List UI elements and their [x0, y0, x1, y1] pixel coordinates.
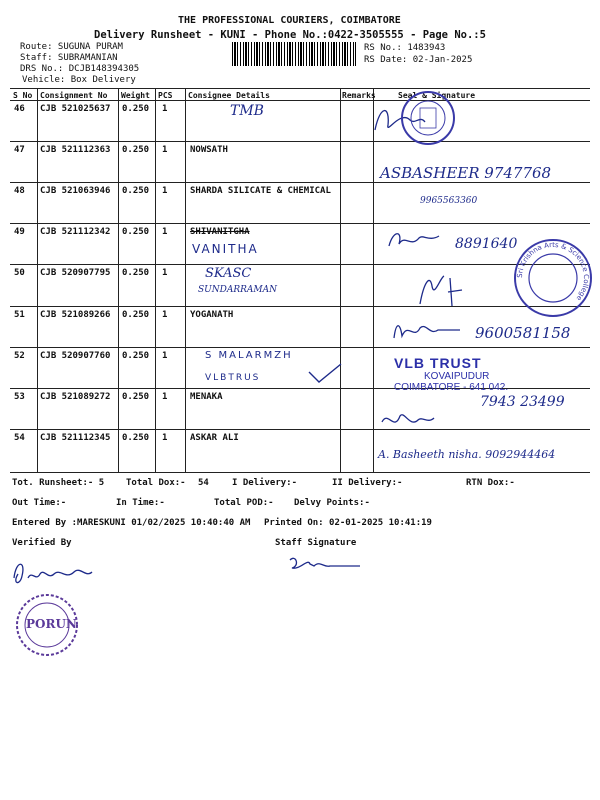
handwritten-r51-phone: 9600581158: [475, 324, 571, 342]
row-consignee: SHIVANITGHA: [190, 227, 250, 237]
row-consignee: SHARDA SILICATE & CHEMICAL: [190, 186, 331, 196]
col-header-pcs: PCS: [158, 91, 173, 100]
printed-on: Printed On: 02-01-2025 10:41:19: [264, 518, 432, 528]
rs-no-label: RS No.: 1483943: [364, 43, 446, 53]
row-consignment: CJB 521089272: [40, 392, 111, 402]
row-sno: 50: [14, 268, 25, 278]
row-weight: 0.250: [122, 310, 150, 320]
porun-text: PORUN: [26, 617, 77, 631]
row-pcs: 1: [162, 227, 168, 237]
entered-by: Entered By :MARESKUNI 01/02/2025 10:40:40 AM: [12, 518, 251, 528]
signature-scribble: [390, 318, 470, 344]
row-consignment: CJB 521112363: [40, 145, 111, 155]
col-header-seal: Seal & Signature: [398, 91, 476, 100]
page-title: THE PROFESSIONAL COURIERS, COIMBATORE: [178, 15, 401, 26]
row-consignee: ASKAR ALI: [190, 433, 239, 443]
vlb-trust-city: COIMBATORE - 641 042.: [394, 382, 509, 393]
route-label: Route: SUGUNA PURAM: [20, 42, 123, 52]
row-weight: 0.250: [122, 433, 150, 443]
row-weight: 0.250: [122, 392, 150, 402]
row-sno: 52: [14, 351, 25, 361]
row-weight: 0.250: [122, 145, 150, 155]
handwritten-consignee: VANITHA: [192, 242, 259, 256]
vlb-trust-place: KOVAIPUDUR: [424, 371, 490, 382]
handwritten-consignee-2: VLBTRUS: [205, 373, 261, 383]
staff-signature: [286, 552, 366, 576]
row-weight: 0.250: [122, 104, 150, 114]
row-consignment: CJB 521112345: [40, 433, 111, 443]
rs-date-label: RS Date: 02-Jan-2025: [364, 55, 473, 65]
col-header-sno: S No: [13, 91, 33, 100]
delvy-points-label: Delvy Points:-: [294, 498, 370, 508]
row-sno: 49: [14, 227, 25, 237]
row-consignment: CJB 521112342: [40, 227, 111, 237]
row-consignee: NOWSATH: [190, 145, 228, 155]
row-consignment: CJB 520907795: [40, 268, 111, 278]
handwritten-consignee: SKASC: [205, 266, 252, 281]
staff-signature-label: Staff Signature: [275, 538, 357, 548]
college-seal-stamp: [396, 90, 460, 146]
signature-scribble: [378, 408, 438, 434]
row-sno: 48: [14, 186, 25, 196]
total-dox-value: 54: [198, 478, 209, 488]
handwritten-consignee: TMB: [230, 103, 264, 119]
col-header-consignee: Consignee Details: [188, 91, 270, 100]
signature-scribble: [410, 272, 470, 308]
handwritten-consignee-2: SUNDARRAMAN: [198, 285, 277, 295]
rtn-dox-label: RTN Dox:-: [466, 478, 515, 488]
total-runsheet: Tot. Runsheet:- 5: [12, 478, 105, 488]
row-pcs: 1: [162, 310, 168, 320]
handwritten-r48-name: ASBASHEER 9747768: [380, 164, 552, 182]
verified-signature: [8, 556, 98, 592]
vlb-trust-name: VLB TRUST: [394, 355, 482, 371]
row-pcs: 1: [162, 145, 168, 155]
in-time-label: In Time:-: [116, 498, 165, 508]
handwritten-r53-phone: 7943 23499: [480, 394, 565, 410]
porun-stamp: [14, 592, 80, 658]
row-pcs: 1: [162, 268, 168, 278]
row-consignee: YOGANATH: [190, 310, 234, 320]
row-pcs: 1: [162, 351, 168, 361]
row-weight: 0.250: [122, 351, 150, 361]
out-time-label: Out Time:-: [12, 498, 67, 508]
barcode: [232, 42, 356, 66]
i-delivery-label: I Delivery:-: [232, 478, 298, 488]
drs-label: DRS No.: DCJB148394305: [20, 64, 140, 74]
row-sno: 46: [14, 104, 25, 114]
row-pcs: 1: [162, 433, 168, 443]
staff-label: Staff: SUBRAMANIAN: [20, 53, 118, 63]
row-consignment: CJB 520907760: [40, 351, 111, 361]
row-weight: 0.250: [122, 227, 150, 237]
row-consignee: MENAKA: [190, 392, 223, 402]
total-pod-label: Total POD:-: [214, 498, 274, 508]
row-consignment: CJB 521063946: [40, 186, 111, 196]
row-weight: 0.250: [122, 268, 150, 278]
col-header-consignment: Consignment No: [40, 91, 108, 100]
row-consignment: CJB 521025637: [40, 104, 111, 114]
col-header-remarks: Remarks: [342, 91, 376, 100]
row-pcs: 1: [162, 104, 168, 114]
college-seal-stamp: [513, 238, 593, 318]
handwritten-r48-phone: 9965563360: [420, 196, 478, 206]
total-dox-label: Total Dox:-: [126, 478, 186, 488]
row-pcs: 1: [162, 392, 168, 402]
row-sno: 53: [14, 392, 25, 402]
ii-delivery-label: II Delivery:-: [332, 478, 403, 488]
page-subtitle: Delivery Runsheet - KUNI - Phone No.:0422-3505555 - Page No.:5: [94, 29, 486, 41]
handwritten-r54-note: A. Basheeth nisha. 9092944464: [378, 448, 556, 461]
row-pcs: 1: [162, 186, 168, 196]
vlb-trust-stamp: [394, 355, 508, 393]
seal-text: Sri Krishna Arts & Science College: [515, 240, 591, 303]
col-header-weight: Weight: [121, 91, 150, 100]
verified-by-label: Verified By: [12, 538, 72, 548]
handwritten-consignee: S MALARMZH: [205, 350, 293, 361]
vehicle-label: Vehicle: Box Delivery: [22, 75, 136, 85]
row-consignment: CJB 521089266: [40, 310, 111, 320]
row-sno: 54: [14, 433, 25, 443]
signature-scribble: [385, 228, 445, 253]
check-mark: [305, 362, 345, 386]
row-sno: 47: [14, 145, 25, 155]
row-sno: 51: [14, 310, 25, 320]
row-weight: 0.250: [122, 186, 150, 196]
handwritten-r49-phone: 8891640: [455, 236, 518, 252]
